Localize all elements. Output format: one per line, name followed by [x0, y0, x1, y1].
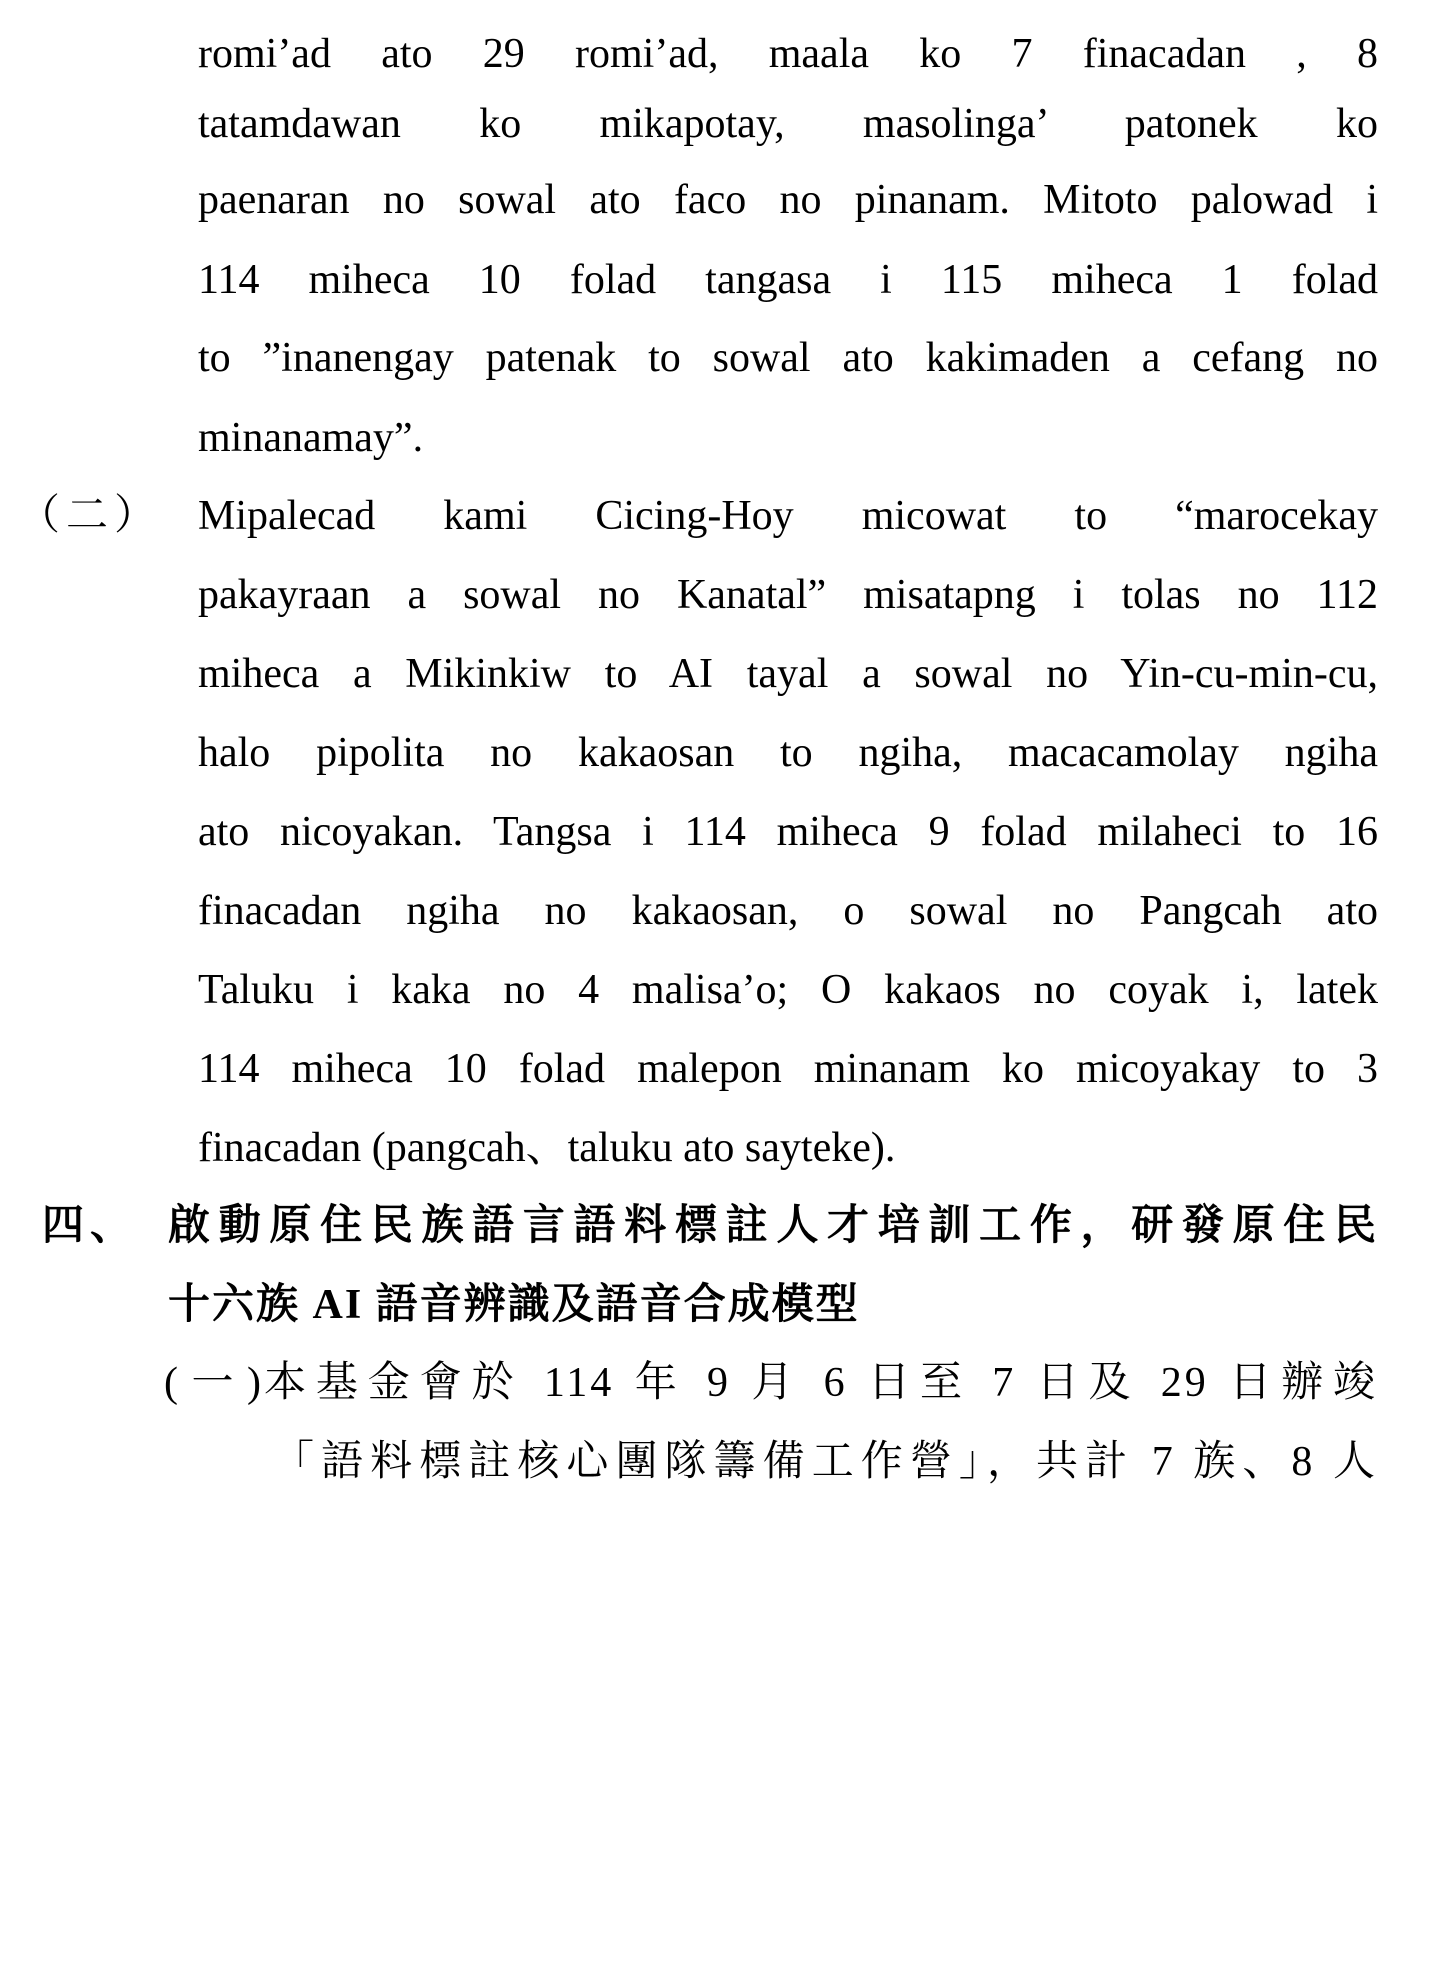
paragraph-line: tatamdawan ko mikapotay, masolinga’ patonek ko — [198, 101, 1378, 147]
paragraph-line: halo pipolita no kakaosan to ngiha, macacamolay ngiha — [198, 730, 1378, 776]
paragraph-line: miheca a Mikinkiw to AI tayal a sowal no Yin-cu-min-cu, — [198, 651, 1378, 697]
paragraph-line: paenaran no sowal ato faco no pinanam. Mitoto palowad i — [198, 177, 1378, 223]
paragraph-line: minanamay”. — [198, 415, 424, 461]
paragraph-line: 「語料標註核心團隊籌備工作營」，共計 7 族、8 人 — [272, 1439, 1378, 1485]
paragraph-line: 本基金會於 114 年 9 月 6 日至 7 日及 29 日辦竣 — [264, 1360, 1378, 1406]
paragraph-line: finacadan ngiha no kakaosan, o sowal no Pangcah ato — [198, 888, 1378, 934]
paragraph-line: romi’ad ato 29 romi’ad, maala ko 7 finacadan , 8 — [198, 31, 1378, 77]
paragraph-line: to ”inanengay patenak to sowal ato kakimaden a cefang no — [198, 335, 1378, 381]
section-heading: 十六族 AI 語音辨識及語音合成模型 — [168, 1282, 860, 1328]
section-number: 四、 — [42, 1203, 139, 1249]
list-marker-one: (一) — [164, 1360, 264, 1406]
paragraph-line: 114 miheca 10 folad malepon minanam ko micoyakay to 3 — [198, 1046, 1378, 1092]
paragraph-line: finacadan (pangcah、taluku ato sayteke). — [198, 1125, 896, 1171]
paragraph-line: ato nicoyakan. Tangsa i 114 miheca 9 folad milaheci to 16 — [198, 809, 1378, 855]
paragraph-line: pakayraan a sowal no Kanatal” misatapng i tolas no 112 — [198, 572, 1378, 618]
paragraph-line: 114 miheca 10 folad tangasa i 115 miheca 1 folad — [198, 257, 1378, 303]
paragraph-line: Taluku i kaka no 4 malisa’o; O kakaos no coyak i, latek — [198, 967, 1378, 1013]
section-heading: 啟動原住民族語言語料標註人才培訓工作，研發原住民 — [168, 1203, 1378, 1249]
list-marker-two: （二） — [18, 493, 163, 539]
paragraph-line: Mipalecad kami Cicing-Hoy micowat to “marocekay — [198, 493, 1378, 539]
